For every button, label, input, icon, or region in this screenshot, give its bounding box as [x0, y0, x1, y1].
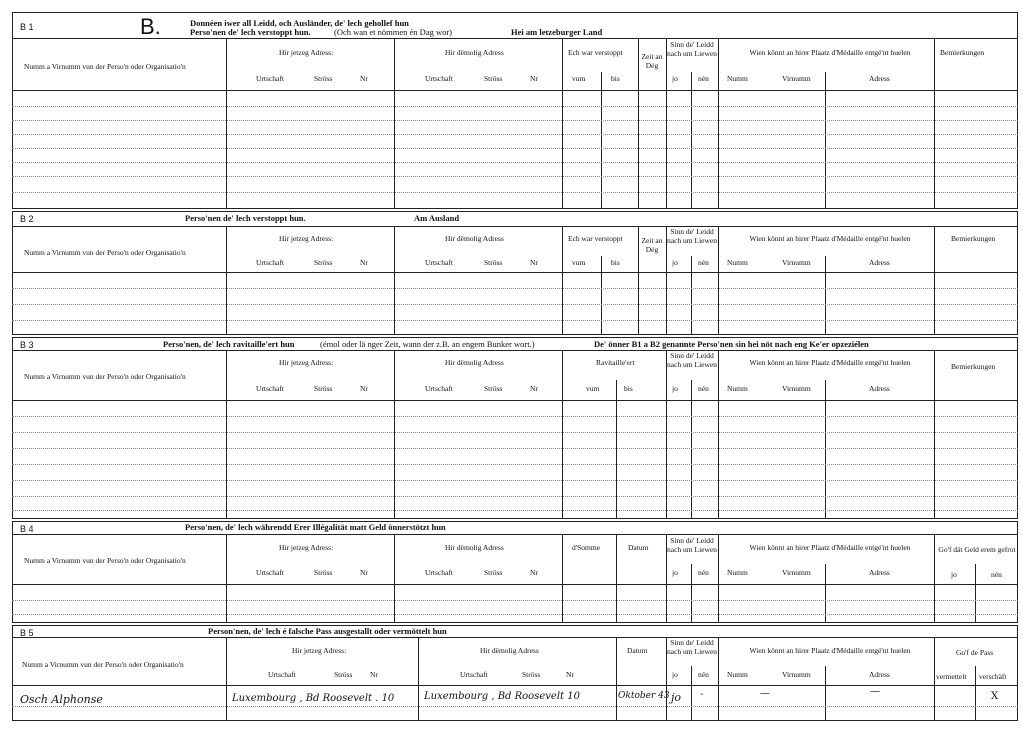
b1-h-locality2: Urtschaft: [425, 74, 453, 83]
b5-entry-name: Osch Alphonse: [20, 693, 103, 706]
b2-title2: Am Ausland: [414, 213, 460, 223]
b1-title-note: (Och wan et nömmen én Dag wor): [334, 27, 453, 37]
b3-h-street2: Ströss: [484, 384, 503, 393]
section-label-b1: B 1: [20, 22, 34, 32]
b5-h-number2: Nr: [566, 670, 574, 679]
b1-h-locality: Urtschaft: [256, 74, 284, 83]
b5-title: Person'nen, de' lech é falsche Pass ausgestallt oder vermöttelt hun: [208, 626, 447, 636]
b5-header-name: Numm a Virnumm vun der Perso'n oder Organisatio'n: [22, 660, 184, 669]
b2-h-no: nén: [698, 258, 709, 267]
b4-h-no2: nén: [991, 570, 1002, 579]
b5-h-given: verschäft: [979, 672, 1007, 681]
b4-h-maddr: Adress: [869, 568, 890, 577]
b4-h-number2: Nr: [530, 568, 538, 577]
b5-entry-mfirst: —: [760, 688, 770, 699]
b3-h-number: Nr: [360, 384, 368, 393]
b5-h-medal: Wien könnt an hirer Plaatz d'Médaille entgé'nt huelen: [749, 646, 911, 655]
b1-h-number2: Nr: [530, 74, 538, 83]
b3-h-alive: Sinn de' Leidd nach um Liewen: [667, 351, 717, 369]
b4-header-current: Hir jetzeg Adress:: [279, 543, 334, 552]
b2-header-current: Hir jetzeg Adress:: [279, 234, 334, 243]
b2-h-mname: Numm: [727, 258, 748, 267]
b2-h-maddr: Adress: [869, 258, 890, 267]
b3-h-yes: jo: [672, 384, 678, 393]
b3-title-extra: De' önner B1 a B2 genannte Perso'nen sin hei nöt nach eng Ke'er opzeziélen: [594, 339, 869, 349]
b3-h-from: vum: [586, 384, 600, 393]
section-label-b3: B 3: [20, 340, 34, 350]
b1-h-to: bis: [611, 74, 620, 83]
b4-h-yes2: jo: [951, 570, 957, 579]
b4-h-date: Datum: [628, 543, 649, 552]
b2-h-street: Ströss: [314, 258, 333, 267]
b3-h-no: nén: [698, 384, 709, 393]
b4-header-name: Numm a Virnumm vun der Perso'n oder Organisatio'n: [24, 556, 186, 565]
b3-h-mname: Numm: [727, 384, 748, 393]
b1-h-number: Nr: [360, 74, 368, 83]
section-b4: [12, 521, 1018, 623]
b3-h-street: Ströss: [314, 384, 333, 393]
b1-h-yes: jo: [672, 74, 678, 83]
b4-h-no: nén: [698, 568, 709, 577]
b2-h-number: Nr: [360, 258, 368, 267]
b1-h-mfirst: Virnumm: [782, 74, 811, 83]
section-b1: [12, 12, 1018, 209]
b5-entry-former: Luxembourg , Bd Roosevelt 10: [424, 691, 580, 702]
b1-h-remarks: Bemierkungen: [940, 48, 985, 57]
b3-h-maddr: Adress: [869, 384, 890, 393]
b4-header-former: Hir dëmolig Adress: [445, 543, 504, 552]
b2-title: Perso'nen de' lech verstoppt hun.: [185, 213, 306, 223]
b3-h-mfirst: Virnumm: [782, 384, 811, 393]
b4-h-street2: Ströss: [484, 568, 503, 577]
b2-h-from: vum: [572, 258, 586, 267]
b1-h-days: Zeit an Dég: [641, 52, 663, 70]
b5-header-current: Hir jetzeg Adress:: [292, 646, 347, 655]
section-label-b5: B 5: [20, 628, 34, 638]
b5-entry-alive: jo: [671, 691, 682, 704]
b4-h-locality2: Urtschaft: [425, 568, 453, 577]
b3-h-locality: Urtschaft: [256, 384, 284, 393]
b4-h-number: Nr: [360, 568, 368, 577]
b4-title: Perso'nen, de' lech währendd Erer Illégalität matt Geld önnerstötzt hun: [185, 522, 446, 532]
b5-entry-given: X: [991, 691, 999, 702]
b2-header-name: Numm a Virnumm vun der Perso'n oder Organisatio'n: [24, 248, 186, 257]
b5-h-locality: Urtschaft: [268, 670, 296, 679]
b4-h-medal: Wien könnt an hirer Plaatz d'Médaille entgé'nt huelen: [749, 543, 911, 552]
b1-h-mname: Numm: [727, 74, 748, 83]
b1-h-street: Ströss: [314, 74, 333, 83]
b2-h-locality: Urtschaft: [256, 258, 284, 267]
b4-h-alive: Sinn de' Leidd nach um Liewen: [667, 536, 717, 554]
b2-h-yes: jo: [672, 258, 678, 267]
b5-h-street: Ströss: [334, 670, 353, 679]
b2-h-medal: Wien könnt an hirer Plaatz d'Médaille entgé'nt huelen: [749, 234, 911, 243]
b5-h-street2: Ströss: [522, 670, 541, 679]
b1-h-no: nén: [698, 74, 709, 83]
b5-entry-date: Oktober 43: [618, 691, 670, 701]
b2-h-street2: Ströss: [484, 258, 503, 267]
b5-h-no: nén: [698, 670, 709, 679]
b3-title: Perso'nen, de' lech ravitaille'ert hun: [163, 339, 295, 349]
b2-h-alive: Sinn de' Leidd nach um Liewen: [667, 227, 717, 245]
b2-h-remarks: Bemierkungen: [951, 234, 996, 243]
b2-h-number2: Nr: [530, 258, 538, 267]
b5-h-alive: Sinn de' Leidd nach um Liewen: [667, 638, 717, 656]
b1-title-place: Hei am letzeburger Land: [511, 27, 603, 37]
b1-h-medal: Wien könnt an hirer Plaatz d'Médaille entgé'nt huelen: [749, 48, 911, 57]
b5-h-number: Nr: [370, 670, 378, 679]
b4-h-locality: Urtschaft: [256, 568, 284, 577]
b4-h-money-back: Go'f dät Geld erem gefrot: [938, 545, 1016, 554]
b5-h-mname: Numm: [727, 670, 748, 679]
b5-h-maddr: Adress: [869, 670, 890, 679]
section-big-letter: B.: [140, 14, 161, 39]
b1-h-street2: Ströss: [484, 74, 503, 83]
b2-h-to: bis: [611, 258, 620, 267]
b5-h-pass: Go'f de Pass: [956, 648, 994, 657]
b4-h-mfirst: Virnumm: [782, 568, 811, 577]
b5-header-former: Hir dëmolig Adress: [480, 646, 539, 655]
b1-h-from: vum: [572, 74, 586, 83]
b3-h-remarks: Bemierkungen: [951, 362, 996, 371]
b3-h-provisioned: Ravitaille'ert: [596, 358, 635, 367]
b3-h-medal: Wien könnt an hirer Plaatz d'Médaille entgé'nt huelen: [749, 358, 911, 367]
b4-h-street: Ströss: [314, 568, 333, 577]
b5-h-yes: jo: [672, 670, 678, 679]
b2-header-former: Hir dëmolig Adress: [445, 234, 504, 243]
b1-header-name: Numm a Virnumm vun der Perso'n oder Organisatio'n: [24, 62, 186, 71]
b1-title-line1: Donnéen iwer all Leidd, och Ausländer, de' lech gehollef hun: [190, 18, 409, 28]
b2-h-hidden: Ech war verstoppt: [568, 234, 623, 243]
b4-h-sum: d'Somme: [572, 543, 601, 552]
b2-h-locality2: Urtschaft: [425, 258, 453, 267]
section-label-b2: B 2: [20, 214, 34, 224]
b5-h-date: Datum: [627, 646, 648, 655]
b1-header-former: Hir dëmolig Adress: [445, 48, 504, 57]
b4-h-mname: Numm: [727, 568, 748, 577]
b3-title-note: (émol oder lä nger Zeit, wann der z.B. an engem Bunker wort.): [320, 339, 535, 349]
section-label-b4: B 4: [20, 524, 34, 534]
b5-entry-current: Luxembourg , Bd Roosevelt . 10: [232, 693, 395, 704]
b1-h-hidden: Ech war verstoppt: [568, 48, 623, 57]
b2-h-mfirst: Virnumm: [782, 258, 811, 267]
b3-header-current: Hir jetzeg Adress:: [279, 358, 334, 367]
b5-h-locality2: Urtschaft: [460, 670, 488, 679]
b5-h-lent: vermettelt: [936, 672, 967, 681]
b3-h-locality2: Urtschaft: [425, 384, 453, 393]
b3-h-number2: Nr: [530, 384, 538, 393]
b1-h-alive: Sinn de' Leidd nach um Liewen: [667, 40, 717, 58]
b4-h-yes: jo: [672, 568, 678, 577]
b1-header-current: Hir jetzeg Adress:: [279, 48, 334, 57]
b2-h-days: Zeit an Dég: [641, 236, 663, 254]
b5-entry-no: -: [700, 689, 704, 700]
b5-entry-maddress: —: [870, 686, 880, 697]
b5-h-mfirst: Virnumm: [782, 670, 811, 679]
section-b2: [12, 211, 1018, 335]
b1-title-line2: Perso'nen de' lech verstoppt hun.: [190, 27, 311, 37]
b3-header-former: Hir dëmolig Adress: [445, 358, 504, 367]
b1-h-maddr: Adress: [869, 74, 890, 83]
b3-header-name: Numm a Virnumm vun der Perso'n oder Organisatio'n: [24, 372, 186, 381]
b3-h-to: bis: [624, 384, 633, 393]
